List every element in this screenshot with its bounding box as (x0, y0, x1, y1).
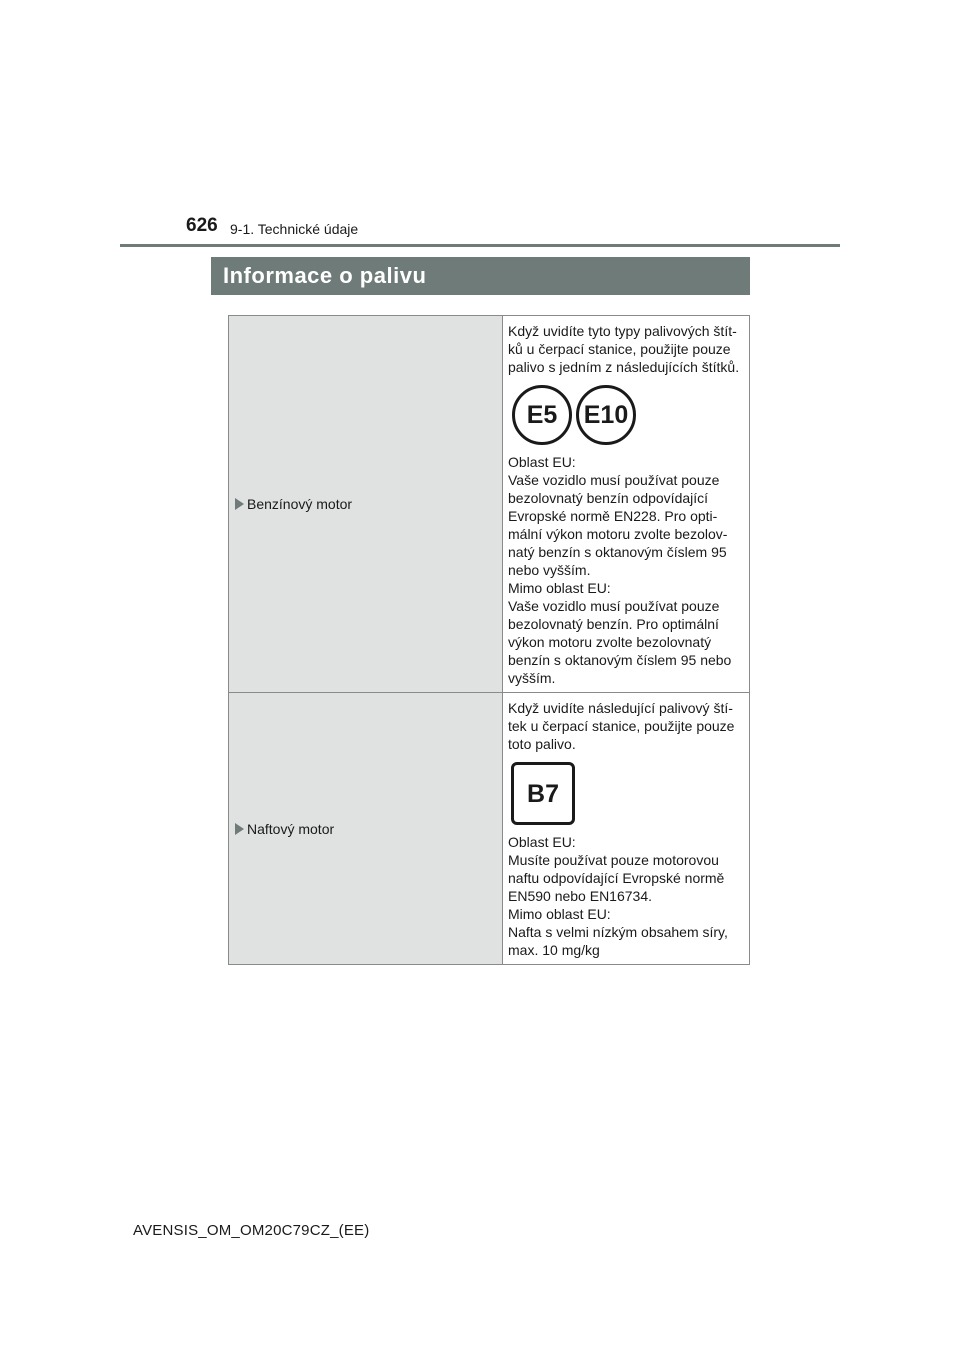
engine-type-label: Benzínový motor (247, 496, 353, 512)
section-title: Informace o palivu (211, 257, 750, 295)
fuel-description-cell (503, 316, 750, 693)
triangle-bullet-icon (235, 823, 244, 835)
eu-text: Musíte používat pouze motorovou naftu odpovídající Evropské normě EN590 nebo EN16734. (508, 852, 725, 904)
triangle-bullet-icon (235, 498, 244, 510)
intro-text: Když uvidíte následující palivový ští-tek u čerpací stanice, použijte pouze toto palivo. (508, 700, 735, 752)
non-eu-text: Nafta s velmi nízkým obsahem síry, max. 10 mg/kg (508, 924, 728, 958)
engine-type-cell (229, 316, 503, 693)
eu-heading: Oblast EU: (508, 834, 576, 850)
table-row (229, 693, 750, 965)
fuel-label-e5-icon: E5 (512, 385, 572, 445)
eu-text: Vaše vozidlo musí používat pouze bezolovnatý benzín odpovídající Evropské normě EN228. Pro opti-mální výkon motoru zvolte bezolov-natý benzín s oktanovým číslem 95 nebo vyšším. (508, 472, 728, 578)
fuel-info-table (228, 315, 750, 965)
fuel-labels (512, 385, 745, 445)
eu-heading: Oblast EU: (508, 454, 576, 470)
page-number: 626 (186, 215, 218, 236)
engine-type-label: Naftový motor (247, 820, 335, 837)
engine-type-cell (229, 693, 503, 965)
document-code: AVENSIS_OM_OM20C79CZ_(EE) (133, 1222, 370, 1239)
non-eu-text: Vaše vozidlo musí používat pouze bezolovnatý benzín. Pro optimální výkon motoru zvolte bezolovnatý benzín s oktanovým číslem 95 nebo vyšším. (508, 598, 732, 686)
header-divider (120, 244, 840, 247)
chapter-title: 9-1. Technické údaje (230, 221, 359, 237)
fuel-label-b7-icon: B7 (511, 762, 575, 825)
table-row (229, 316, 750, 693)
non-eu-heading: Mimo oblast EU: (508, 906, 611, 922)
fuel-label-e10-icon: E10 (576, 385, 636, 445)
intro-text: Když uvidíte tyto typy palivových štít-ků u čerpací stanice, použijte pouze palivo s jedním z následujících štítků. (508, 323, 740, 375)
non-eu-heading: Mimo oblast EU: (508, 580, 611, 596)
fuel-description-cell (503, 693, 750, 965)
